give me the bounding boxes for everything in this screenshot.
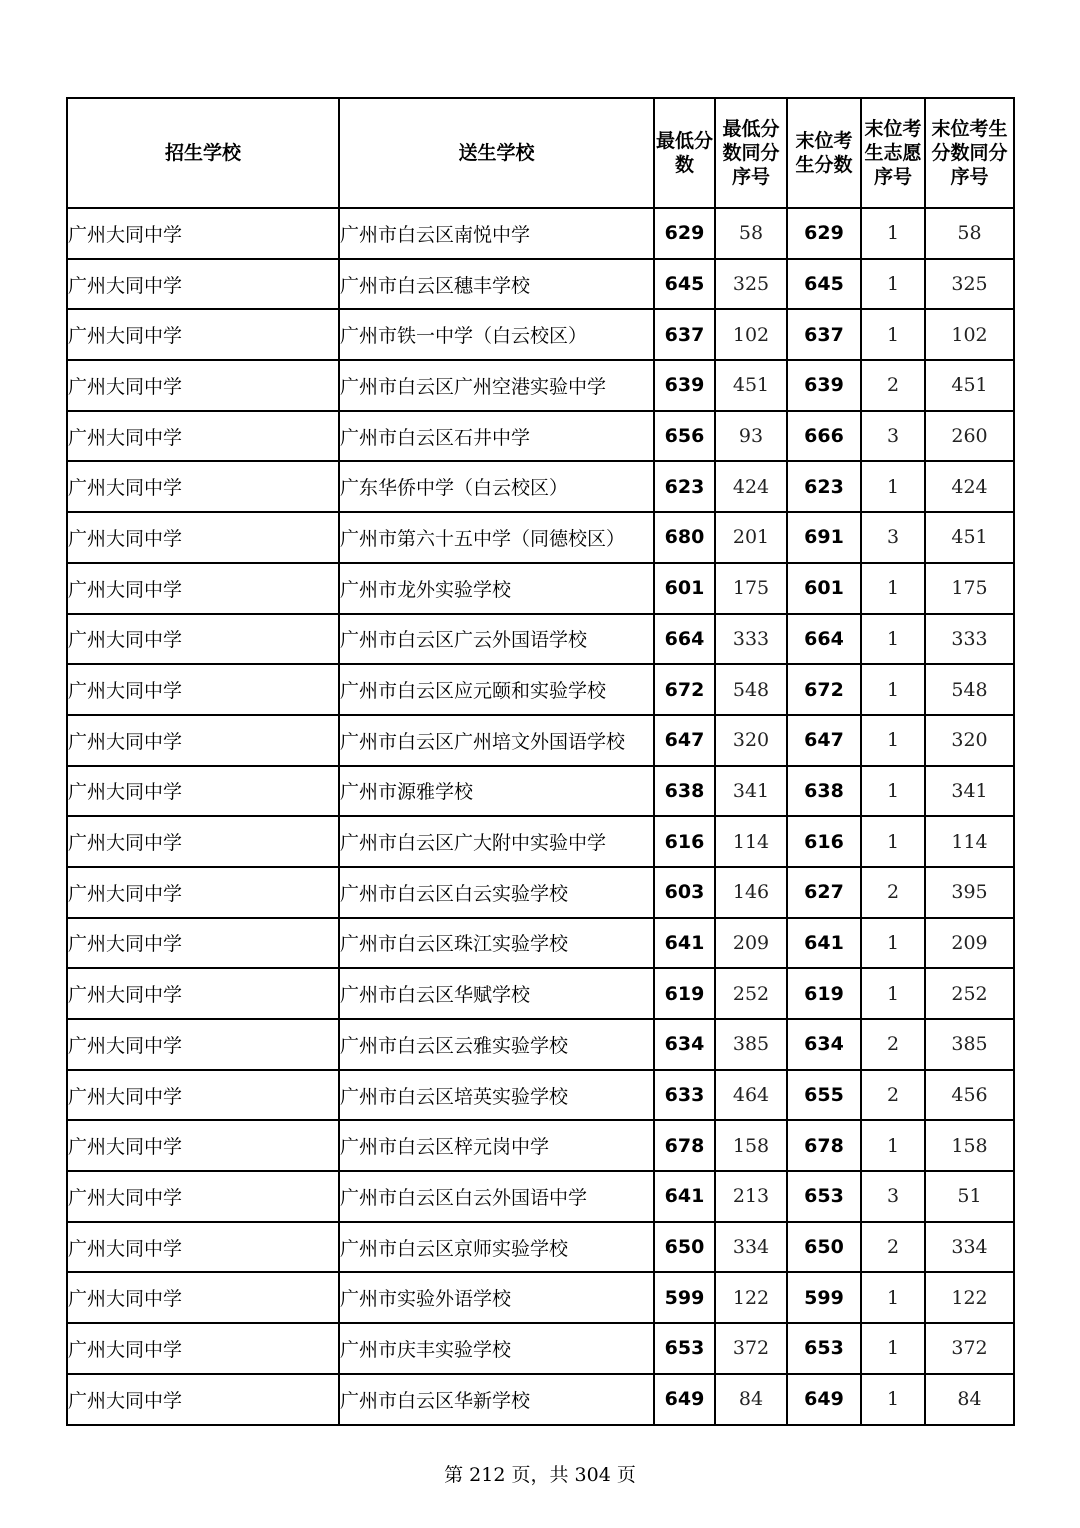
min-score-cell: 637 <box>654 309 715 360</box>
min-score-tie-cell: 320 <box>715 715 787 766</box>
header-cell: 招生学校 <box>67 98 339 208</box>
table-row <box>67 1272 1014 1323</box>
table-row <box>67 309 1014 360</box>
last-choice-cell: 3 <box>861 411 925 462</box>
last-score-cell: 619 <box>787 968 861 1019</box>
last-score-tie-cell: 333 <box>925 614 1014 665</box>
table-body <box>67 208 1014 1425</box>
min-score-tie-cell: 158 <box>715 1120 787 1171</box>
enrolling-school-cell: 广州大同中学 <box>67 664 339 715</box>
min-score-tie-cell: 93 <box>715 411 787 462</box>
min-score-cell: 664 <box>654 614 715 665</box>
min-score-tie-cell: 385 <box>715 1019 787 1070</box>
last-score-cell: 678 <box>787 1120 861 1171</box>
min-score-cell: 629 <box>654 208 715 259</box>
last-score-cell: 639 <box>787 360 861 411</box>
min-score-tie-cell: 252 <box>715 968 787 1019</box>
last-score-tie-cell: 175 <box>925 563 1014 614</box>
min-score-tie-cell: 84 <box>715 1374 787 1425</box>
last-score-cell: 641 <box>787 918 861 969</box>
enrolling-school-cell: 广州大同中学 <box>67 715 339 766</box>
last-score-cell: 655 <box>787 1070 861 1121</box>
sending-school-cell: 广州市白云区穗丰学校 <box>339 259 654 310</box>
min-score-cell: 634 <box>654 1019 715 1070</box>
last-score-cell: 599 <box>787 1272 861 1323</box>
last-choice-cell: 1 <box>861 715 925 766</box>
table-row <box>67 614 1014 665</box>
min-score-cell: 680 <box>654 512 715 563</box>
min-score-cell: 619 <box>654 968 715 1019</box>
min-score-tie-cell: 334 <box>715 1222 787 1273</box>
min-score-cell: 616 <box>654 816 715 867</box>
last-score-cell: 629 <box>787 208 861 259</box>
enrolling-school-cell: 广州大同中学 <box>67 968 339 1019</box>
min-score-cell: 633 <box>654 1070 715 1121</box>
last-score-tie-cell: 424 <box>925 461 1014 512</box>
sending-school-cell: 广州市白云区白云外国语中学 <box>339 1171 654 1222</box>
table-row <box>67 360 1014 411</box>
header-cell: 送生学校 <box>339 98 654 208</box>
table-row <box>67 259 1014 310</box>
sending-school-cell: 广州市白云区石井中学 <box>339 411 654 462</box>
table-row <box>67 766 1014 817</box>
last-score-cell: 691 <box>787 512 861 563</box>
sending-school-cell: 广州市白云区广云外国语学校 <box>339 614 654 665</box>
last-score-tie-cell: 51 <box>925 1171 1014 1222</box>
table-row <box>67 1323 1014 1374</box>
min-score-cell: 649 <box>654 1374 715 1425</box>
header-cell: 末位考生志愿序号 <box>861 98 925 208</box>
header-row <box>67 98 1014 208</box>
last-choice-cell: 1 <box>861 1323 925 1374</box>
last-score-tie-cell: 58 <box>925 208 1014 259</box>
min-score-tie-cell: 122 <box>715 1272 787 1323</box>
enrolling-school-cell: 广州大同中学 <box>67 1070 339 1121</box>
enrolling-school-cell: 广州大同中学 <box>67 1171 339 1222</box>
table-row <box>67 1171 1014 1222</box>
last-score-cell: 638 <box>787 766 861 817</box>
last-choice-cell: 2 <box>861 1070 925 1121</box>
last-choice-cell: 2 <box>861 360 925 411</box>
last-score-cell: 664 <box>787 614 861 665</box>
last-score-tie-cell: 548 <box>925 664 1014 715</box>
min-score-cell: 641 <box>654 918 715 969</box>
sending-school-cell: 广州市铁一中学（白云校区） <box>339 309 654 360</box>
last-choice-cell: 1 <box>861 664 925 715</box>
table-row <box>67 1070 1014 1121</box>
last-choice-cell: 1 <box>861 259 925 310</box>
enrolling-school-cell: 广州大同中学 <box>67 208 339 259</box>
min-score-cell: 638 <box>654 766 715 817</box>
table-row <box>67 411 1014 462</box>
last-choice-cell: 1 <box>861 208 925 259</box>
last-choice-cell: 1 <box>861 968 925 1019</box>
enrolling-school-cell: 广州大同中学 <box>67 766 339 817</box>
table-row <box>67 1019 1014 1070</box>
min-score-cell: 603 <box>654 867 715 918</box>
min-score-tie-cell: 548 <box>715 664 787 715</box>
min-score-tie-cell: 333 <box>715 614 787 665</box>
enrolling-school-cell: 广州大同中学 <box>67 512 339 563</box>
last-choice-cell: 2 <box>861 1019 925 1070</box>
last-score-tie-cell: 122 <box>925 1272 1014 1323</box>
sending-school-cell: 广州市白云区华赋学校 <box>339 968 654 1019</box>
sending-school-cell: 广州市白云区应元颐和实验学校 <box>339 664 654 715</box>
enrolling-school-cell: 广州大同中学 <box>67 259 339 310</box>
last-score-tie-cell: 451 <box>925 360 1014 411</box>
last-choice-cell: 3 <box>861 1171 925 1222</box>
min-score-tie-cell: 209 <box>715 918 787 969</box>
last-score-cell: 647 <box>787 715 861 766</box>
min-score-tie-cell: 464 <box>715 1070 787 1121</box>
sending-school-cell: 广州市白云区珠江实验学校 <box>339 918 654 969</box>
enrolling-school-cell: 广州大同中学 <box>67 1374 339 1425</box>
last-score-cell: 616 <box>787 816 861 867</box>
sending-school-cell: 广州市实验外语学校 <box>339 1272 654 1323</box>
enrolling-school-cell: 广州大同中学 <box>67 1019 339 1070</box>
header-cell: 末位考生分数同分序号 <box>925 98 1014 208</box>
table-row <box>67 563 1014 614</box>
last-score-tie-cell: 260 <box>925 411 1014 462</box>
last-score-tie-cell: 209 <box>925 918 1014 969</box>
last-score-cell: 650 <box>787 1222 861 1273</box>
last-score-tie-cell: 325 <box>925 259 1014 310</box>
enrolling-school-cell: 广州大同中学 <box>67 563 339 614</box>
enrolling-school-cell: 广州大同中学 <box>67 461 339 512</box>
min-score-tie-cell: 372 <box>715 1323 787 1374</box>
last-choice-cell: 1 <box>861 614 925 665</box>
last-choice-cell: 1 <box>861 816 925 867</box>
enrolling-school-cell: 广州大同中学 <box>67 816 339 867</box>
sending-school-cell: 广州市白云区云雅实验学校 <box>339 1019 654 1070</box>
table-row <box>67 208 1014 259</box>
last-score-tie-cell: 158 <box>925 1120 1014 1171</box>
header-cell: 末位考生分数 <box>787 98 861 208</box>
sending-school-cell: 广州市庆丰实验学校 <box>339 1323 654 1374</box>
min-score-cell: 678 <box>654 1120 715 1171</box>
last-choice-cell: 1 <box>861 766 925 817</box>
enrolling-school-cell: 广州大同中学 <box>67 309 339 360</box>
min-score-cell: 672 <box>654 664 715 715</box>
table-row <box>67 918 1014 969</box>
table-row <box>67 461 1014 512</box>
last-score-tie-cell: 334 <box>925 1222 1014 1273</box>
min-score-cell: 641 <box>654 1171 715 1222</box>
enrolling-school-cell: 广州大同中学 <box>67 1272 339 1323</box>
sending-school-cell: 广州市白云区南悦中学 <box>339 208 654 259</box>
min-score-tie-cell: 213 <box>715 1171 787 1222</box>
table-row <box>67 867 1014 918</box>
min-score-cell: 601 <box>654 563 715 614</box>
table-row <box>67 664 1014 715</box>
min-score-tie-cell: 325 <box>715 259 787 310</box>
last-score-tie-cell: 395 <box>925 867 1014 918</box>
last-score-tie-cell: 451 <box>925 512 1014 563</box>
table-row <box>67 1374 1014 1425</box>
enrolling-school-cell: 广州大同中学 <box>67 867 339 918</box>
sending-school-cell: 广州市白云区白云实验学校 <box>339 867 654 918</box>
last-score-cell: 653 <box>787 1171 861 1222</box>
min-score-tie-cell: 201 <box>715 512 787 563</box>
last-choice-cell: 1 <box>861 563 925 614</box>
min-score-cell: 623 <box>654 461 715 512</box>
enrolling-school-cell: 广州大同中学 <box>67 1120 339 1171</box>
sending-school-cell: 广州市白云区华新学校 <box>339 1374 654 1425</box>
last-score-tie-cell: 341 <box>925 766 1014 817</box>
sending-school-cell: 广州市源雅学校 <box>339 766 654 817</box>
min-score-tie-cell: 341 <box>715 766 787 817</box>
min-score-tie-cell: 451 <box>715 360 787 411</box>
last-choice-cell: 1 <box>861 461 925 512</box>
sending-school-cell: 广州市龙外实验学校 <box>339 563 654 614</box>
min-score-tie-cell: 175 <box>715 563 787 614</box>
last-score-cell: 672 <box>787 664 861 715</box>
table-row <box>67 816 1014 867</box>
table-row <box>67 1120 1014 1171</box>
last-score-cell: 649 <box>787 1374 861 1425</box>
score-table <box>66 97 1015 1426</box>
min-score-cell: 645 <box>654 259 715 310</box>
min-score-tie-cell: 114 <box>715 816 787 867</box>
last-score-tie-cell: 372 <box>925 1323 1014 1374</box>
min-score-cell: 599 <box>654 1272 715 1323</box>
min-score-tie-cell: 146 <box>715 867 787 918</box>
last-choice-cell: 1 <box>861 918 925 969</box>
last-choice-cell: 2 <box>861 1222 925 1273</box>
last-score-tie-cell: 252 <box>925 968 1014 1019</box>
last-score-tie-cell: 385 <box>925 1019 1014 1070</box>
page-footer: 第 212 页，共 304 页 <box>444 1464 636 1486</box>
sending-school-cell: 广州市白云区广州空港实验中学 <box>339 360 654 411</box>
last-score-tie-cell: 84 <box>925 1374 1014 1425</box>
last-score-cell: 634 <box>787 1019 861 1070</box>
last-score-tie-cell: 456 <box>925 1070 1014 1121</box>
table-row <box>67 715 1014 766</box>
last-score-cell: 666 <box>787 411 861 462</box>
last-choice-cell: 1 <box>861 1120 925 1171</box>
last-choice-cell: 1 <box>861 309 925 360</box>
min-score-tie-cell: 102 <box>715 309 787 360</box>
sending-school-cell: 广州市白云区培英实验学校 <box>339 1070 654 1121</box>
last-score-cell: 645 <box>787 259 861 310</box>
enrolling-school-cell: 广州大同中学 <box>67 1222 339 1273</box>
table-row <box>67 968 1014 1019</box>
last-score-tie-cell: 114 <box>925 816 1014 867</box>
last-score-cell: 601 <box>787 563 861 614</box>
last-choice-cell: 3 <box>861 512 925 563</box>
table-row <box>67 512 1014 563</box>
enrolling-school-cell: 广州大同中学 <box>67 360 339 411</box>
last-score-cell: 637 <box>787 309 861 360</box>
last-score-tie-cell: 320 <box>925 715 1014 766</box>
sending-school-cell: 广东华侨中学（白云校区） <box>339 461 654 512</box>
last-choice-cell: 1 <box>861 1374 925 1425</box>
header-cell: 最低分数 <box>654 98 715 208</box>
enrolling-school-cell: 广州大同中学 <box>67 614 339 665</box>
enrolling-school-cell: 广州大同中学 <box>67 411 339 462</box>
min-score-tie-cell: 58 <box>715 208 787 259</box>
last-score-cell: 627 <box>787 867 861 918</box>
sending-school-cell: 广州市白云区京师实验学校 <box>339 1222 654 1273</box>
sending-school-cell: 广州市白云区广大附中实验中学 <box>339 816 654 867</box>
last-score-cell: 653 <box>787 1323 861 1374</box>
header-cell: 最低分数同分序号 <box>715 98 787 208</box>
last-choice-cell: 1 <box>861 1272 925 1323</box>
sending-school-cell: 广州市第六十五中学（同德校区） <box>339 512 654 563</box>
min-score-cell: 653 <box>654 1323 715 1374</box>
enrolling-school-cell: 广州大同中学 <box>67 1323 339 1374</box>
min-score-cell: 656 <box>654 411 715 462</box>
min-score-cell: 647 <box>654 715 715 766</box>
min-score-cell: 650 <box>654 1222 715 1273</box>
enrolling-school-cell: 广州大同中学 <box>67 918 339 969</box>
last-score-cell: 623 <box>787 461 861 512</box>
min-score-cell: 639 <box>654 360 715 411</box>
table-row <box>67 1222 1014 1273</box>
sending-school-cell: 广州市白云区梓元岗中学 <box>339 1120 654 1171</box>
last-score-tie-cell: 102 <box>925 309 1014 360</box>
sending-school-cell: 广州市白云区广州培文外国语学校 <box>339 715 654 766</box>
last-choice-cell: 2 <box>861 867 925 918</box>
min-score-tie-cell: 424 <box>715 461 787 512</box>
